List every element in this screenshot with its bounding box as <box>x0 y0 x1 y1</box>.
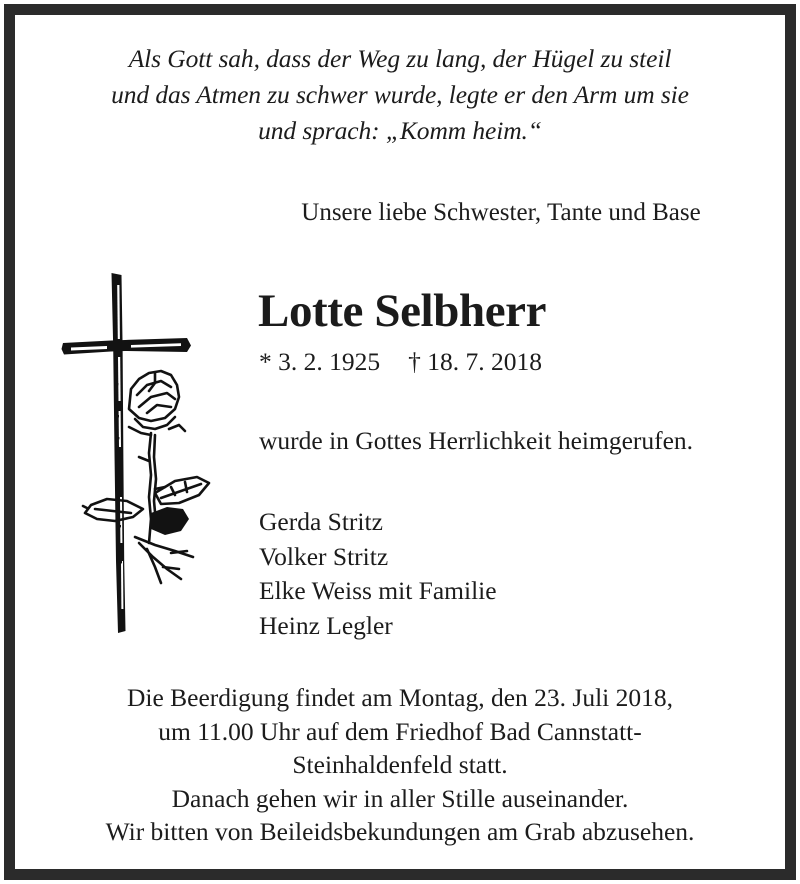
notice-content <box>15 15 785 869</box>
passing-line: wurde in Gottes Herrlichkeit heimgerufen. <box>259 426 694 455</box>
life-dates <box>259 346 542 378</box>
memorial-verse <box>15 41 785 149</box>
funeral-detail-line: Die Beerdigung findet am Montag, den 23. Juli 2018, <box>126 683 674 712</box>
funeral-details <box>15 681 785 849</box>
verse-line-3: und sprach: „Komm heim.“ <box>258 116 542 145</box>
survivor-name: Gerda Stritz <box>259 507 383 536</box>
verse-line-2: und das Atmen zu schwer wurde, legte er den Arm um sie <box>111 80 689 109</box>
deceased-name: Lotte Selbherr <box>258 285 547 337</box>
survivor-name: Volker Stritz <box>259 541 389 571</box>
funeral-detail-line: um 11.00 Uhr auf dem Friedhof Bad Cannstatt- <box>158 716 642 746</box>
funeral-detail-line: Wir bitten von Beileidsbekundungen am Grab abzusehen. <box>105 817 695 846</box>
birth-date: * 3. 2. 1925 <box>259 347 381 376</box>
survivors-list <box>259 505 497 643</box>
funeral-detail-line: Danach gehen wir in aller Stille auseinander. <box>171 783 629 813</box>
cross-with-rose-icon <box>51 261 241 651</box>
verse-line-1: Als Gott sah, dass der Weg zu lang, der Hügel zu steil <box>128 44 672 73</box>
relationship-line: Unsere liebe Schwester, Tante und Base <box>301 199 701 226</box>
survivor-name: Elke Weiss mit Familie <box>259 576 497 605</box>
survivor-name: Heinz Legler <box>259 610 393 640</box>
notice-border-frame <box>4 4 796 880</box>
funeral-detail-line: Steinhaldenfeld statt. <box>292 750 508 779</box>
death-date: † 18. 7. 2018 <box>408 347 542 376</box>
